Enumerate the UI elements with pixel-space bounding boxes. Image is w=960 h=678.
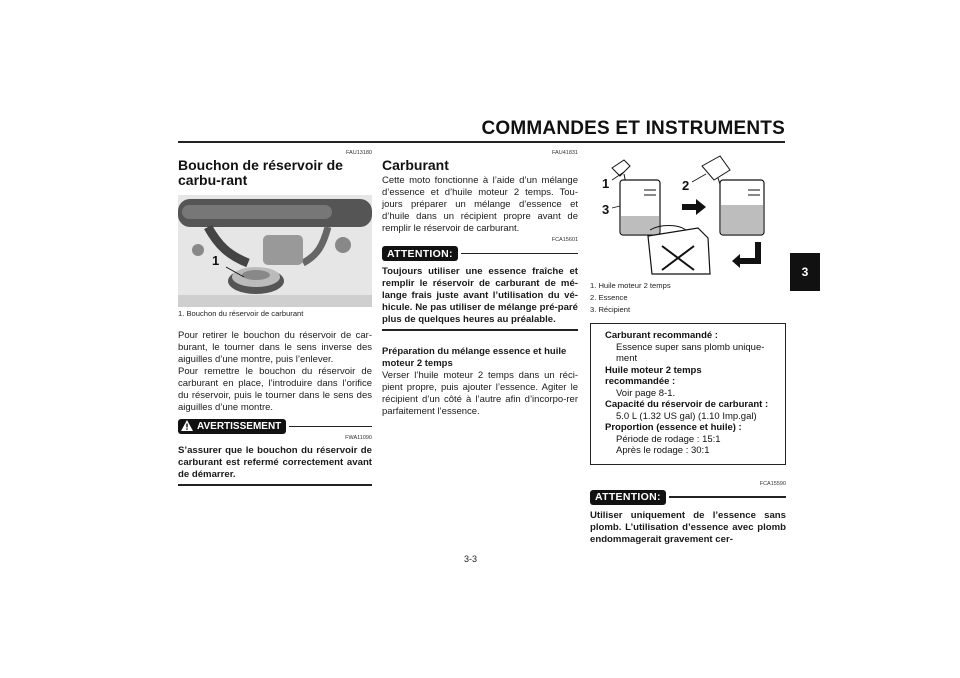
attention-text: Utiliser uniquement de l’essence sans plomb. L’utilisation d’essence avec plomb endommagerait gravement cer- <box>590 509 786 545</box>
fuel-cap-illustration <box>178 195 372 307</box>
attention-rule <box>669 496 786 498</box>
spec-value-break-in-ratio: Période de rodage : 15:1 <box>616 433 721 445</box>
spec-label-recommended-fuel: Carburant recommandé : <box>605 330 718 341</box>
warning-badge-label: AVERTISSEMENT <box>197 421 282 432</box>
warning-bottom-rule <box>178 484 372 486</box>
column-fuel-spec <box>590 150 786 546</box>
attention-rule <box>461 253 578 255</box>
page-number: 3-3 <box>464 554 478 564</box>
legend-item: 1. Huile moteur 2 temps <box>590 281 671 290</box>
warning-text: S’assurer que le bouchon du réservoir de carburant est refermé correctement avant de démarrer. <box>178 445 372 480</box>
warning-header <box>178 419 372 434</box>
subheading-mix-prep: Préparation du mélange essence et huile moteur 2 temps <box>382 345 567 369</box>
section-code: FAU13180 <box>346 150 372 156</box>
attention-code: FCA15590 <box>759 480 786 487</box>
figure-caption: 1. Bouchon du réservoir de carburant <box>178 309 304 318</box>
section-title: Carburant <box>382 157 449 173</box>
legend-item: 3. Récipient <box>590 305 631 314</box>
legend-item: 2. Essence <box>590 293 628 302</box>
section-code: FAU41831 <box>552 150 578 156</box>
attention-header <box>382 246 578 261</box>
attention-code: FCA15601 <box>551 237 578 243</box>
spec-label-mix-ratio: Proportion (essence et huile) : <box>605 422 742 433</box>
spec-label-recommended-oil: Huile moteur 2 temps recommandée : <box>605 364 702 387</box>
attention-header <box>590 490 786 505</box>
attention-text: Toujours utiliser une essence fraîche et remplir le réservoir de carburant de mé-lange frais juste avant l’utilisation du vé-hicule. Ne pas utiliser de mélange pré-paré plus de quelques heures au préalable. <box>382 266 578 325</box>
fuel-mixing-illustration <box>590 150 786 275</box>
warning-rule <box>289 426 372 428</box>
column-fuel-cap <box>178 150 372 486</box>
figure-callout-number: 1 <box>212 253 220 268</box>
column-fuel <box>382 150 578 418</box>
warning-triangle-icon <box>181 420 193 434</box>
figure-label-container: 3 <box>602 202 610 217</box>
spec-value-tank-capacity: 5.0 L (1.32 US gal) (1.10 Imp.gal) <box>616 410 757 422</box>
warning-code: FWA11090 <box>345 435 372 441</box>
section-title: Bouchon de réservoir de carbu-rant <box>178 157 343 188</box>
figure-label-fuel: 2 <box>682 178 690 193</box>
paragraph-install-cap: Pour remettre le bouchon du réservoir de carburant en place, l’introduire dans l’orifice du réservoir, puis le tourner dans le sens des aiguilles d’une montre. <box>178 366 372 413</box>
spec-value-recommended-oil: Voir page 8-1. <box>616 387 676 399</box>
header-rule <box>178 141 785 143</box>
paragraph-mix-prep: Verser l’huile moteur 2 temps dans un réci-pient propre, puis ajouter l’essence. Agiter le récipient d’un côté à l’autre afin d’incorpo-rer parfaitement l’essence. <box>382 369 578 417</box>
fuel-spec-box <box>590 323 786 465</box>
attention-bottom-rule <box>382 329 578 331</box>
spec-label-tank-capacity: Capacité du réservoir de carburant : <box>605 399 769 410</box>
attention-badge: ATTENTION: <box>590 490 666 505</box>
paragraph-remove-cap: Pour retirer le bouchon du réservoir de car-burant, le tourner dans le sens inverse des aiguilles d’une montre, puis l’enlever. <box>178 330 372 365</box>
warning-badge <box>178 419 286 434</box>
attention-badge: ATTENTION: <box>382 246 458 261</box>
page-header-title: COMMANDES ET INSTRUMENTS <box>481 118 785 139</box>
spec-value-recommended-fuel: Essence super sans plomb unique-ment <box>616 341 765 364</box>
chapter-tab[interactable]: 3 <box>790 253 820 291</box>
figure-label-oil: 1 <box>602 176 610 191</box>
spec-value-after-break-in-ratio: Après le rodage : 30:1 <box>616 445 710 456</box>
paragraph-intro: Cette moto fonctionne à l’aide d’un mélange d’essence et d’huile moteur 2 temps. Tou-jours préparer un mélange d’essence et d’huile dans un récipient propre avant de remplir le réservoir de carburant. <box>382 175 578 234</box>
